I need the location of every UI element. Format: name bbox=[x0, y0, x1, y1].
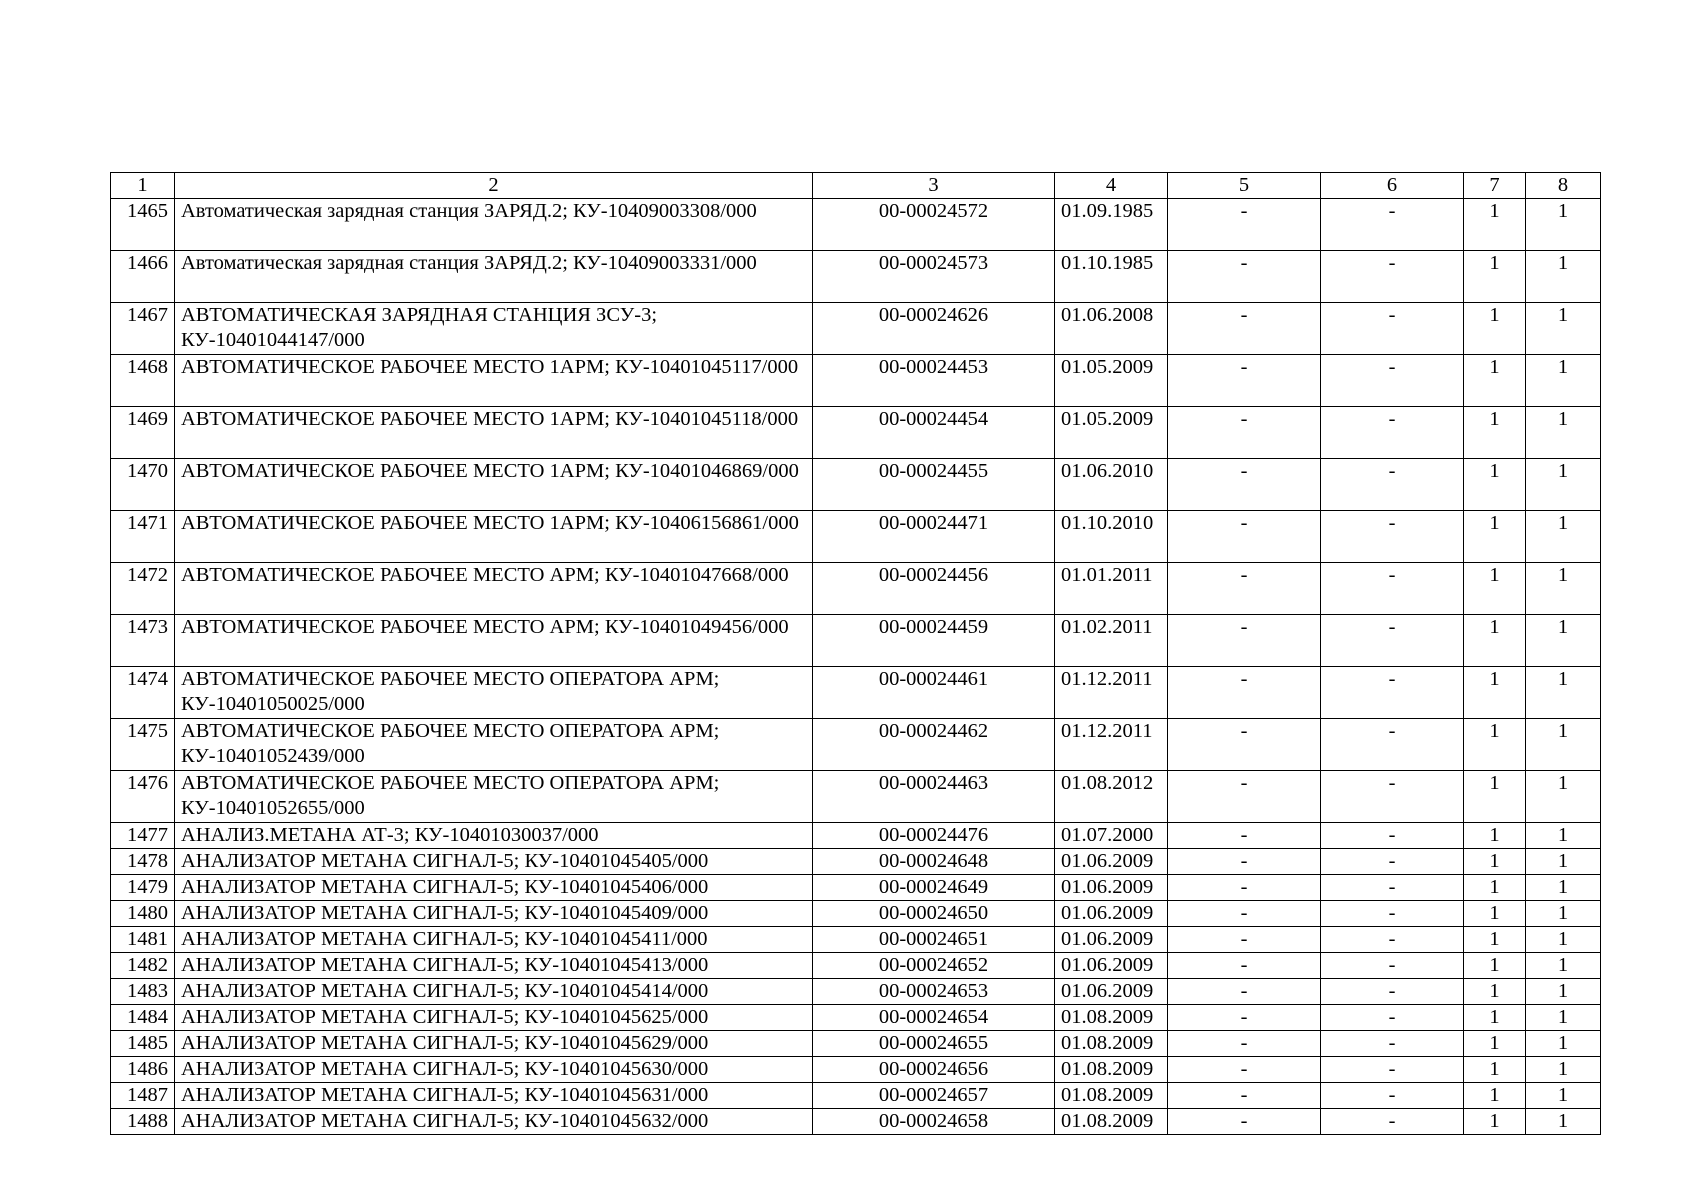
column-5-cell: - bbox=[1168, 355, 1321, 407]
column-5-cell: - bbox=[1168, 1083, 1321, 1109]
date-cell: 01.01.2011 bbox=[1055, 563, 1168, 615]
column-8-cell: 1 bbox=[1526, 459, 1601, 511]
column-8-cell: 1 bbox=[1526, 355, 1601, 407]
column-8-cell: 1 bbox=[1526, 771, 1601, 823]
column-5-cell: - bbox=[1168, 771, 1321, 823]
item-name: АВТОМАТИЧЕСКОЕ РАБОЧЕЕ МЕСТО АРМ; КУ-10401047668/000 bbox=[175, 563, 813, 615]
row-number: 1486 bbox=[111, 1057, 175, 1083]
column-7-cell: 1 bbox=[1464, 667, 1526, 719]
column-8-cell: 1 bbox=[1526, 875, 1601, 901]
column-5-cell: - bbox=[1168, 563, 1321, 615]
item-name: АНАЛИЗ.МЕТАНА АТ-3; КУ-10401030037/000 bbox=[175, 823, 813, 849]
column-8-cell: 1 bbox=[1526, 849, 1601, 875]
column-5-cell: - bbox=[1168, 1057, 1321, 1083]
document-page bbox=[110, 172, 1600, 1135]
inventory-code: 00-00024463 bbox=[813, 771, 1055, 823]
column-8-cell: 1 bbox=[1526, 953, 1601, 979]
item-name: АНАЛИЗАТОР МЕТАНА СИГНАЛ-5; КУ-10401045625/000 bbox=[175, 1005, 813, 1031]
date-cell: 01.06.2009 bbox=[1055, 979, 1168, 1005]
column-5-cell: - bbox=[1168, 667, 1321, 719]
column-6-cell: - bbox=[1321, 199, 1464, 251]
inventory-code: 00-00024454 bbox=[813, 407, 1055, 459]
column-7-cell: 1 bbox=[1464, 407, 1526, 459]
inventory-code: 00-00024461 bbox=[813, 667, 1055, 719]
column-6-cell: - bbox=[1321, 1031, 1464, 1057]
inventory-code: 00-00024572 bbox=[813, 199, 1055, 251]
column-6-cell: - bbox=[1321, 355, 1464, 407]
column-header: 4 bbox=[1055, 173, 1168, 199]
column-5-cell: - bbox=[1168, 199, 1321, 251]
row-number: 1480 bbox=[111, 901, 175, 927]
date-cell: 01.02.2011 bbox=[1055, 615, 1168, 667]
table-row bbox=[111, 615, 1601, 667]
header-row bbox=[111, 173, 1601, 199]
inventory-code: 00-00024655 bbox=[813, 1031, 1055, 1057]
inventory-code: 00-00024649 bbox=[813, 875, 1055, 901]
table-row bbox=[111, 303, 1601, 355]
table-row bbox=[111, 199, 1601, 251]
column-7-cell: 1 bbox=[1464, 1109, 1526, 1135]
item-name: АНАЛИЗАТОР МЕТАНА СИГНАЛ-5; КУ-10401045630/000 bbox=[175, 1057, 813, 1083]
table-row bbox=[111, 953, 1601, 979]
column-8-cell: 1 bbox=[1526, 407, 1601, 459]
table-row bbox=[111, 979, 1601, 1005]
table-row bbox=[111, 407, 1601, 459]
date-cell: 01.05.2009 bbox=[1055, 407, 1168, 459]
row-number: 1474 bbox=[111, 667, 175, 719]
column-header: 8 bbox=[1526, 173, 1601, 199]
table-row bbox=[111, 771, 1601, 823]
table-row bbox=[111, 1083, 1601, 1109]
inventory-code: 00-00024573 bbox=[813, 251, 1055, 303]
item-name: АНАЛИЗАТОР МЕТАНА СИГНАЛ-5; КУ-10401045406/000 bbox=[175, 875, 813, 901]
inventory-code: 00-00024456 bbox=[813, 563, 1055, 615]
column-5-cell: - bbox=[1168, 979, 1321, 1005]
column-6-cell: - bbox=[1321, 823, 1464, 849]
date-cell: 01.12.2011 bbox=[1055, 719, 1168, 771]
row-number: 1466 bbox=[111, 251, 175, 303]
item-name: Автоматическая зарядная станция ЗАРЯД.2; КУ-10409003308/000 bbox=[175, 199, 813, 251]
column-7-cell: 1 bbox=[1464, 823, 1526, 849]
date-cell: 01.10.2010 bbox=[1055, 511, 1168, 563]
table-row bbox=[111, 875, 1601, 901]
column-5-cell: - bbox=[1168, 823, 1321, 849]
column-header: 2 bbox=[175, 173, 813, 199]
date-cell: 01.08.2009 bbox=[1055, 1031, 1168, 1057]
column-6-cell: - bbox=[1321, 1083, 1464, 1109]
item-name: АНАЛИЗАТОР МЕТАНА СИГНАЛ-5; КУ-10401045413/000 bbox=[175, 953, 813, 979]
row-number: 1488 bbox=[111, 1109, 175, 1135]
column-8-cell: 1 bbox=[1526, 667, 1601, 719]
table-row bbox=[111, 563, 1601, 615]
column-6-cell: - bbox=[1321, 303, 1464, 355]
row-number: 1469 bbox=[111, 407, 175, 459]
table-row bbox=[111, 511, 1601, 563]
inventory-code: 00-00024453 bbox=[813, 355, 1055, 407]
row-number: 1471 bbox=[111, 511, 175, 563]
inventory-code: 00-00024657 bbox=[813, 1083, 1055, 1109]
inventory-code: 00-00024651 bbox=[813, 927, 1055, 953]
column-6-cell: - bbox=[1321, 719, 1464, 771]
item-name: АНАЛИЗАТОР МЕТАНА СИГНАЛ-5; КУ-10401045631/000 bbox=[175, 1083, 813, 1109]
row-number: 1475 bbox=[111, 719, 175, 771]
row-number: 1472 bbox=[111, 563, 175, 615]
inventory-code: 00-00024658 bbox=[813, 1109, 1055, 1135]
column-header: 1 bbox=[111, 173, 175, 199]
column-8-cell: 1 bbox=[1526, 511, 1601, 563]
column-7-cell: 1 bbox=[1464, 615, 1526, 667]
row-number: 1479 bbox=[111, 875, 175, 901]
row-number: 1465 bbox=[111, 199, 175, 251]
column-5-cell: - bbox=[1168, 1031, 1321, 1057]
column-5-cell: - bbox=[1168, 251, 1321, 303]
column-8-cell: 1 bbox=[1526, 719, 1601, 771]
column-6-cell: - bbox=[1321, 563, 1464, 615]
inventory-code: 00-00024459 bbox=[813, 615, 1055, 667]
table-body bbox=[111, 173, 1601, 1135]
date-cell: 01.06.2009 bbox=[1055, 901, 1168, 927]
column-5-cell: - bbox=[1168, 511, 1321, 563]
column-header: 7 bbox=[1464, 173, 1526, 199]
date-cell: 01.06.2008 bbox=[1055, 303, 1168, 355]
column-7-cell: 1 bbox=[1464, 953, 1526, 979]
column-8-cell: 1 bbox=[1526, 823, 1601, 849]
item-name: АВТОМАТИЧЕСКОЕ РАБОЧЕЕ МЕСТО 1АРМ; КУ-10406156861/000 bbox=[175, 511, 813, 563]
table-row bbox=[111, 459, 1601, 511]
column-8-cell: 1 bbox=[1526, 615, 1601, 667]
column-7-cell: 1 bbox=[1464, 511, 1526, 563]
date-cell: 01.08.2012 bbox=[1055, 771, 1168, 823]
date-cell: 01.06.2009 bbox=[1055, 875, 1168, 901]
row-number: 1467 bbox=[111, 303, 175, 355]
column-7-cell: 1 bbox=[1464, 1031, 1526, 1057]
row-number: 1483 bbox=[111, 979, 175, 1005]
row-number: 1477 bbox=[111, 823, 175, 849]
date-cell: 01.06.2009 bbox=[1055, 953, 1168, 979]
date-cell: 01.05.2009 bbox=[1055, 355, 1168, 407]
date-cell: 01.06.2009 bbox=[1055, 927, 1168, 953]
date-cell: 01.09.1985 bbox=[1055, 199, 1168, 251]
inventory-code: 00-00024656 bbox=[813, 1057, 1055, 1083]
table-row bbox=[111, 823, 1601, 849]
item-name: АВТОМАТИЧЕСКОЕ РАБОЧЕЕ МЕСТО ОПЕРАТОРА АРМ; КУ-10401052655/000 bbox=[175, 771, 813, 823]
column-7-cell: 1 bbox=[1464, 771, 1526, 823]
item-name: АНАЛИЗАТОР МЕТАНА СИГНАЛ-5; КУ-10401045409/000 bbox=[175, 901, 813, 927]
inventory-code: 00-00024626 bbox=[813, 303, 1055, 355]
column-5-cell: - bbox=[1168, 927, 1321, 953]
column-6-cell: - bbox=[1321, 849, 1464, 875]
column-5-cell: - bbox=[1168, 1109, 1321, 1135]
date-cell: 01.08.2009 bbox=[1055, 1005, 1168, 1031]
column-header: 6 bbox=[1321, 173, 1464, 199]
date-cell: 01.08.2009 bbox=[1055, 1057, 1168, 1083]
row-number: 1481 bbox=[111, 927, 175, 953]
date-cell: 01.07.2000 bbox=[1055, 823, 1168, 849]
column-8-cell: 1 bbox=[1526, 979, 1601, 1005]
column-8-cell: 1 bbox=[1526, 1005, 1601, 1031]
item-name: АВТОМАТИЧЕСКОЕ РАБОЧЕЕ МЕСТО 1АРМ; КУ-10401046869/000 bbox=[175, 459, 813, 511]
date-cell: 01.12.2011 bbox=[1055, 667, 1168, 719]
date-cell: 01.06.2010 bbox=[1055, 459, 1168, 511]
inventory-code: 00-00024476 bbox=[813, 823, 1055, 849]
row-number: 1468 bbox=[111, 355, 175, 407]
column-7-cell: 1 bbox=[1464, 901, 1526, 927]
row-number: 1485 bbox=[111, 1031, 175, 1057]
item-name: АВТОМАТИЧЕСКОЕ РАБОЧЕЕ МЕСТО 1АРМ; КУ-10401045117/000 bbox=[175, 355, 813, 407]
column-6-cell: - bbox=[1321, 407, 1464, 459]
column-8-cell: 1 bbox=[1526, 251, 1601, 303]
column-6-cell: - bbox=[1321, 1109, 1464, 1135]
item-name: АНАЛИЗАТОР МЕТАНА СИГНАЛ-5; КУ-10401045414/000 bbox=[175, 979, 813, 1005]
column-5-cell: - bbox=[1168, 303, 1321, 355]
row-number: 1487 bbox=[111, 1083, 175, 1109]
row-number: 1484 bbox=[111, 1005, 175, 1031]
column-8-cell: 1 bbox=[1526, 563, 1601, 615]
table-row bbox=[111, 901, 1601, 927]
item-name: АНАЛИЗАТОР МЕТАНА СИГНАЛ-5; КУ-10401045411/000 bbox=[175, 927, 813, 953]
column-8-cell: 1 bbox=[1526, 1031, 1601, 1057]
column-6-cell: - bbox=[1321, 615, 1464, 667]
column-7-cell: 1 bbox=[1464, 1057, 1526, 1083]
item-name: АНАЛИЗАТОР МЕТАНА СИГНАЛ-5; КУ-10401045405/000 bbox=[175, 849, 813, 875]
column-7-cell: 1 bbox=[1464, 303, 1526, 355]
column-5-cell: - bbox=[1168, 953, 1321, 979]
column-7-cell: 1 bbox=[1464, 199, 1526, 251]
column-header: 5 bbox=[1168, 173, 1321, 199]
column-5-cell: - bbox=[1168, 901, 1321, 927]
column-5-cell: - bbox=[1168, 615, 1321, 667]
column-6-cell: - bbox=[1321, 667, 1464, 719]
table-row bbox=[111, 1005, 1601, 1031]
column-8-cell: 1 bbox=[1526, 901, 1601, 927]
column-7-cell: 1 bbox=[1464, 355, 1526, 407]
item-name: АВТОМАТИЧЕСКОЕ РАБОЧЕЕ МЕСТО ОПЕРАТОРА АРМ; КУ-10401050025/000 bbox=[175, 667, 813, 719]
column-8-cell: 1 bbox=[1526, 1109, 1601, 1135]
column-7-cell: 1 bbox=[1464, 1005, 1526, 1031]
column-8-cell: 1 bbox=[1526, 199, 1601, 251]
column-7-cell: 1 bbox=[1464, 979, 1526, 1005]
table-row bbox=[111, 1109, 1601, 1135]
date-cell: 01.10.1985 bbox=[1055, 251, 1168, 303]
column-6-cell: - bbox=[1321, 1057, 1464, 1083]
column-7-cell: 1 bbox=[1464, 459, 1526, 511]
column-5-cell: - bbox=[1168, 1005, 1321, 1031]
item-name: АВТОМАТИЧЕСКОЕ РАБОЧЕЕ МЕСТО ОПЕРАТОРА АРМ; КУ-10401052439/000 bbox=[175, 719, 813, 771]
inventory-code: 00-00024455 bbox=[813, 459, 1055, 511]
table-row bbox=[111, 927, 1601, 953]
inventory-code: 00-00024471 bbox=[813, 511, 1055, 563]
column-5-cell: - bbox=[1168, 459, 1321, 511]
column-5-cell: - bbox=[1168, 875, 1321, 901]
table-row bbox=[111, 251, 1601, 303]
row-number: 1478 bbox=[111, 849, 175, 875]
column-6-cell: - bbox=[1321, 953, 1464, 979]
column-7-cell: 1 bbox=[1464, 563, 1526, 615]
column-5-cell: - bbox=[1168, 849, 1321, 875]
column-6-cell: - bbox=[1321, 875, 1464, 901]
table-row bbox=[111, 719, 1601, 771]
column-7-cell: 1 bbox=[1464, 1083, 1526, 1109]
item-name: АВТОМАТИЧЕСКОЕ РАБОЧЕЕ МЕСТО АРМ; КУ-10401049456/000 bbox=[175, 615, 813, 667]
column-8-cell: 1 bbox=[1526, 927, 1601, 953]
column-6-cell: - bbox=[1321, 251, 1464, 303]
column-7-cell: 1 bbox=[1464, 927, 1526, 953]
item-name: Автоматическая зарядная станция ЗАРЯД.2; КУ-10409003331/000 bbox=[175, 251, 813, 303]
inventory-code: 00-00024653 bbox=[813, 979, 1055, 1005]
column-6-cell: - bbox=[1321, 901, 1464, 927]
date-cell: 01.06.2009 bbox=[1055, 849, 1168, 875]
row-number: 1476 bbox=[111, 771, 175, 823]
column-5-cell: - bbox=[1168, 719, 1321, 771]
row-number: 1482 bbox=[111, 953, 175, 979]
item-name: АВТОМАТИЧЕСКОЕ РАБОЧЕЕ МЕСТО 1АРМ; КУ-10401045118/000 bbox=[175, 407, 813, 459]
table-row bbox=[111, 1031, 1601, 1057]
column-7-cell: 1 bbox=[1464, 849, 1526, 875]
column-6-cell: - bbox=[1321, 979, 1464, 1005]
inventory-code: 00-00024652 bbox=[813, 953, 1055, 979]
row-number: 1470 bbox=[111, 459, 175, 511]
column-header: 3 bbox=[813, 173, 1055, 199]
inventory-code: 00-00024650 bbox=[813, 901, 1055, 927]
date-cell: 01.08.2009 bbox=[1055, 1109, 1168, 1135]
inventory-code: 00-00024462 bbox=[813, 719, 1055, 771]
table-row bbox=[111, 667, 1601, 719]
inventory-table bbox=[110, 172, 1601, 1135]
column-6-cell: - bbox=[1321, 511, 1464, 563]
column-6-cell: - bbox=[1321, 771, 1464, 823]
item-name: АНАЛИЗАТОР МЕТАНА СИГНАЛ-5; КУ-10401045629/000 bbox=[175, 1031, 813, 1057]
column-8-cell: 1 bbox=[1526, 303, 1601, 355]
column-5-cell: - bbox=[1168, 407, 1321, 459]
inventory-code: 00-00024648 bbox=[813, 849, 1055, 875]
column-7-cell: 1 bbox=[1464, 875, 1526, 901]
column-8-cell: 1 bbox=[1526, 1083, 1601, 1109]
column-7-cell: 1 bbox=[1464, 251, 1526, 303]
column-7-cell: 1 bbox=[1464, 719, 1526, 771]
column-8-cell: 1 bbox=[1526, 1057, 1601, 1083]
item-name: АВТОМАТИЧЕСКАЯ ЗАРЯДНАЯ СТАНЦИЯ ЗСУ-3; КУ-10401044147/000 bbox=[175, 303, 813, 355]
date-cell: 01.08.2009 bbox=[1055, 1083, 1168, 1109]
table-row bbox=[111, 1057, 1601, 1083]
table-row bbox=[111, 355, 1601, 407]
column-6-cell: - bbox=[1321, 459, 1464, 511]
row-number: 1473 bbox=[111, 615, 175, 667]
column-6-cell: - bbox=[1321, 1005, 1464, 1031]
item-name: АНАЛИЗАТОР МЕТАНА СИГНАЛ-5; КУ-10401045632/000 bbox=[175, 1109, 813, 1135]
column-6-cell: - bbox=[1321, 927, 1464, 953]
table-row bbox=[111, 849, 1601, 875]
inventory-code: 00-00024654 bbox=[813, 1005, 1055, 1031]
